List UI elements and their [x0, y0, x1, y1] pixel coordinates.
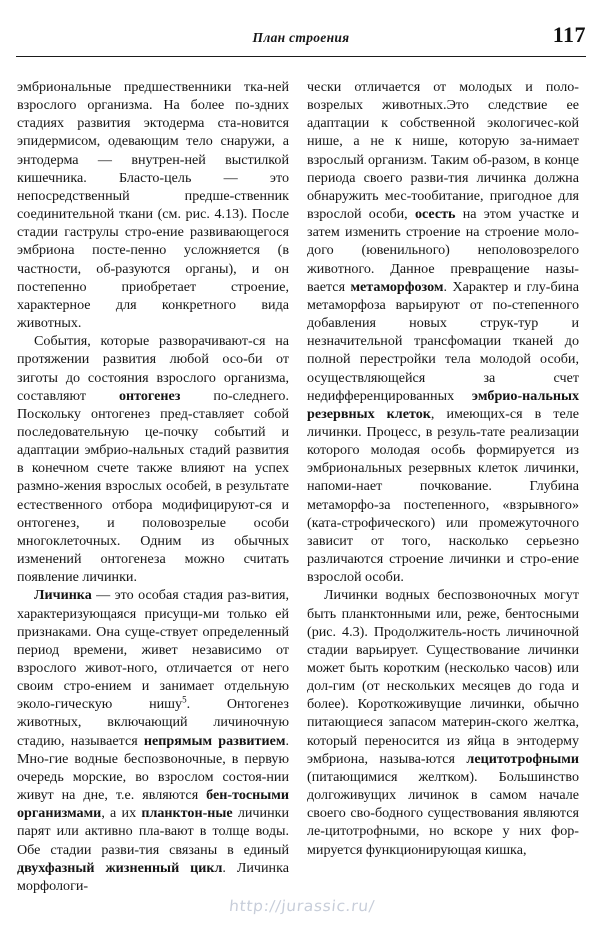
- text-run: по-следнего. Поскольку онтогенез пред-ставляет собой последовательную це-почку событий и адаптации эмбрио-нальных стадий развития в конечном счете также влияют на успех размно-жения взрослых особей, в результате естественного отбора модифицируют-ся и онтогенез, и половозрелые особи многоклеточных. Одним из обычных изменений онтогенеза можно считать появление личинки.: [17, 387, 289, 586]
- text-run: чески отличается от молодых и поло-возрелых животных.Это следствие ее адаптации к собственной экологичес-кой нише, а не к нише, которую за-нимает взрослый организм. Таким об-разом, в конце периода своего разви-тия личинка должна обнаружить мес-тообитание, пригодное для взрослой особи,: [307, 79, 579, 223]
- term-emphasis: лецитотрофными: [466, 750, 579, 767]
- site-watermark: http://jurassic.ru/: [228, 897, 376, 915]
- paragraph: [17, 78, 289, 332]
- text-run: События, которые разворачивают-ся на протяжении развития любой осо-би от зиготы до состояния взрослого организма, составляют: [17, 333, 289, 404]
- text-run: на этом участке и затем изменить строение на строение моло-дого (ювенильного) неполовозрелого животного. Данное превращение назы-вается: [307, 206, 579, 295]
- term-emphasis: непрямым развитием: [143, 732, 286, 749]
- text-run: . Мно-гие водные беспозвоночные, в первую очередь морские, во взрослом состоя-нии живут на дне, т.е. являются: [17, 732, 289, 804]
- term-emphasis: осесть: [414, 206, 456, 223]
- text-run: Личинки водных беспозвоночных могут быть планктонными или, реже, бентосными (рис. 4.3). Продолжитель-ность личиночной стадии варьирует. Существование личинки может быть коротким (несколько часов) или дол-гим (от нескольких месяцев до года и более). Короткоживущие личинки, обычно питающиеся запасом материн-ского желтка, который переносится из яйца в энтодерму эмбриона, называ-ются: [307, 587, 579, 767]
- paragraph: [17, 586, 289, 895]
- term-emphasis: эмбрио-нальных резервных клеток: [307, 387, 579, 422]
- term-emphasis: планктон-ные: [141, 805, 233, 822]
- paragraph: [17, 332, 289, 586]
- paragraph: [307, 78, 579, 586]
- term-emphasis: метаморфозом: [350, 278, 444, 295]
- column-left: [17, 78, 289, 923]
- text-run: эмбриональные предшественники тка-ней взрослого организма. На более по-здних стадиях развития эктодерма ста-новится эпидермисом, одевающим тело снаружи, а энтодерма — внутрен-ней выстилкой кишечника. Бласто-цель — это непосредственный предше-ственник соединительной ткани (см. рис. 4.13). После стадии гаструлы стро-ение развивающегося эмбриона посте-пенно усложняется (в частности, об-разуются органы), и он постепенно приобретает строение, характерное для конкретного вида животных.: [17, 79, 289, 332]
- paragraph: [307, 586, 579, 858]
- body-columns: [17, 78, 585, 923]
- text-run: — это особая стадия раз-вития, характеризующаяся присущи-ми только ей признаками. Она суще-ствует определенный период времени, живет независимо от взрослого живот-ного, отличается от него своим стро-ением и занимает отдельную эколо-гическую нишу: [17, 587, 289, 713]
- column-right: [307, 78, 579, 923]
- header-divider: [16, 56, 586, 57]
- text-run: . Личинка морфологи-: [17, 859, 289, 894]
- term-emphasis: бен-тосными организмами: [17, 787, 289, 822]
- running-head: [16, 22, 586, 62]
- text-run: , а их: [101, 805, 142, 822]
- text-run: . Характер и глу-бина метаморфоза варьируют от по-степенного добавления новых струк-тур и незначительной трансфомации тканей до полной перестройки тела молодой особи, осуществляющейся за счет недифференцированных: [307, 278, 579, 404]
- term-emphasis: Личинка: [34, 587, 92, 604]
- term-emphasis: онтогенез: [118, 387, 181, 404]
- text-run: личинки парят или активно пла-вают в толще воды. Обе стадии разви-тия связаны в единый: [17, 805, 289, 858]
- page-number: 117: [552, 22, 586, 47]
- term-emphasis: двухфазный жизненный цикл: [17, 859, 223, 876]
- running-head-title: План строения: [252, 30, 350, 45]
- footnote-marker: 5: [182, 694, 187, 705]
- text-run: (питающимися желтком). Большинство долгоживущих личинок в самом начале своего сво-бодного существования являются ле-цитотрофными, но вскоре у них фор-мируется функционирующая кишка,: [307, 768, 579, 858]
- text-run: . Онтогенез животных, включающий личиночную стадию, называется: [17, 696, 289, 749]
- text-run: , имеющих-ся в теле личинки. Процесс, в резуль-тате реализации которого молодая особь формируется из эмбриональных резервных клеток личинки, напоми-нает почкование. Глубина метаморфо-за постепенного, «взрывного» (ката-строфического) или промежуточного зависит от того, насколько серьезно различаются строение личинки и стро-ение взрослой особи.: [307, 405, 579, 586]
